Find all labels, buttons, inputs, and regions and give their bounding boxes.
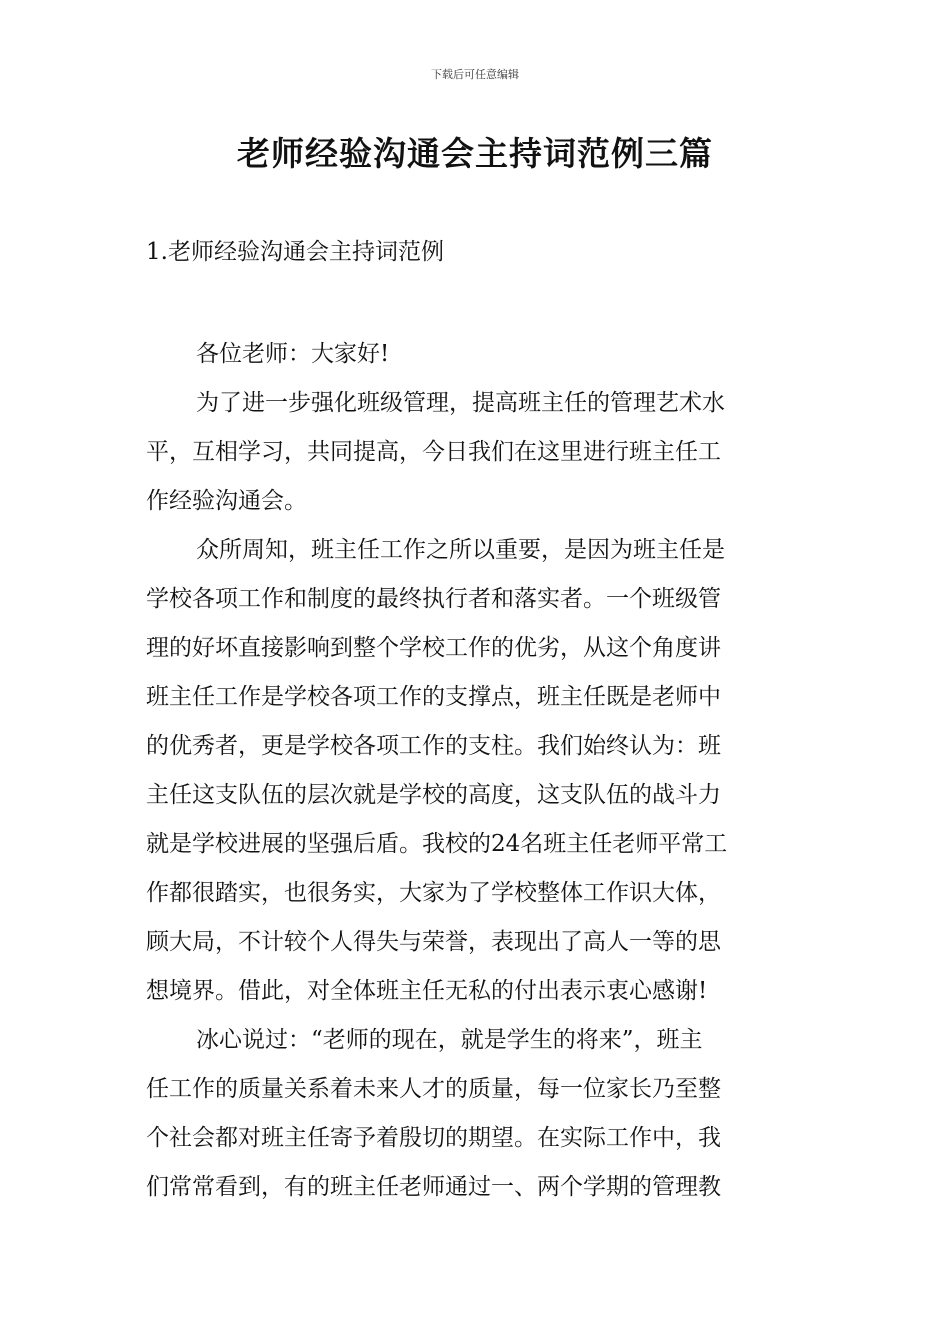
section-heading: 1.老师经验沟通会主持词范例 xyxy=(146,239,444,265)
paragraph-greeting xyxy=(146,330,811,379)
paragraph-line: 冰心说过：“老师的现在，就是学生的将来”，班主 xyxy=(196,1027,703,1053)
paragraph-line: 就是学校进展的坚强后盾。我校的24名班主任老师平常工 xyxy=(146,831,728,857)
paragraph-purpose xyxy=(146,379,811,526)
paragraph-line: 作都很踏实，也很务实，大家为了学校整体工作识大体， xyxy=(146,880,721,906)
paragraph-line: 们常常看到，有的班主任老师通过一、两个学期的管理教 xyxy=(146,1174,721,1200)
document-title: 老师经验沟通会主持词范例三篇 xyxy=(237,134,713,173)
paragraph-line: 想境界。借此，对全体班主任无私的付出表示衷心感谢! xyxy=(146,978,708,1004)
paragraph-line: 的优秀者，更是学校各项工作的支柱。我们始终认为：班 xyxy=(146,733,721,759)
paragraph-line: 主任这支队伍的层次就是学校的高度，这支队伍的战斗力 xyxy=(146,782,721,808)
paragraph-line: 为了进一步强化班级管理，提高班主任的管理艺术水 xyxy=(196,390,725,416)
paragraph-line: 顾大局，不计较个人得失与荣誉，表现出了高人一等的思 xyxy=(146,929,721,955)
paragraph-line: 理的好坏直接影响到整个学校工作的优劣，从这个角度讲 xyxy=(146,635,721,661)
paragraph-line: 作经验沟通会。 xyxy=(146,488,307,514)
paragraph-line: 任工作的质量关系着未来人才的质量，每一位家长乃至整 xyxy=(146,1076,721,1102)
paragraph-line: 平，互相学习，共同提高，今日我们在这里进行班主任工 xyxy=(146,439,721,465)
paragraph-importance xyxy=(146,526,811,1016)
document-body xyxy=(146,330,811,1212)
paragraph-line: 众所周知，班主任工作之所以重要，是因为班主任是 xyxy=(196,537,725,563)
header-note: 下载后可任意编辑 xyxy=(431,68,519,81)
paragraph-quote xyxy=(146,1016,811,1212)
paragraph-line: 个社会都对班主任寄予着殷切的期望。在实际工作中，我 xyxy=(146,1125,721,1151)
paragraph-line: 学校各项工作和制度的最终执行者和落实者。一个班级管 xyxy=(146,586,721,612)
paragraph-line: 各位老师：大家好! xyxy=(196,341,390,367)
paragraph-line: 班主任工作是学校各项工作的支撑点，班主任既是老师中 xyxy=(146,684,721,710)
